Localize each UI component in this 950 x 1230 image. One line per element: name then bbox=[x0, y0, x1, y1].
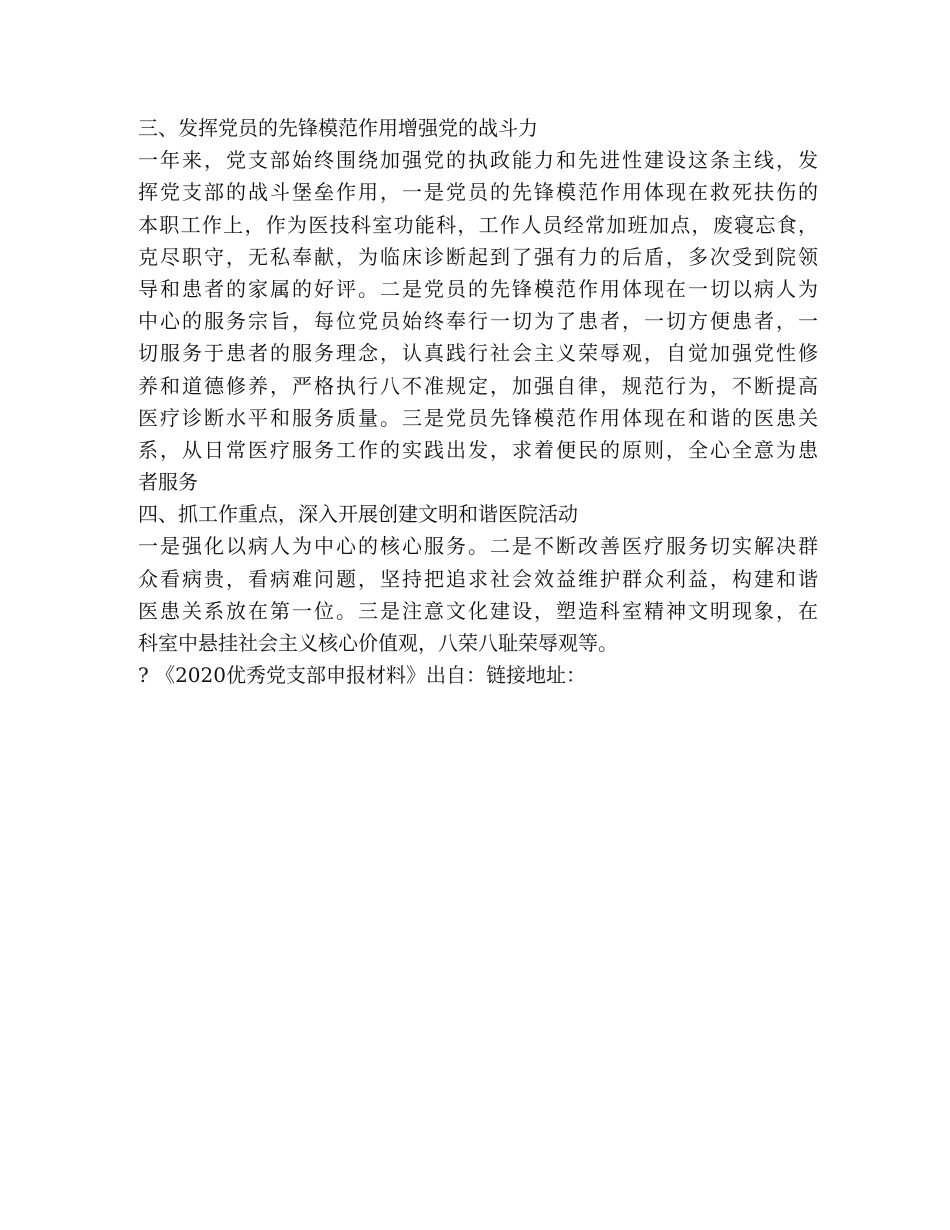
source-footer: ? 《2020优秀党支部申报材料》出自：链接地址： bbox=[138, 663, 586, 688]
section-heading: 四、抓工作重点，深入开展创建文明和谐医院活动 bbox=[138, 502, 578, 527]
paragraph-line: 一年来，党支部始终围绕加强党的执政能力和先进性建设这条主线，发 bbox=[138, 148, 818, 173]
document-body bbox=[138, 112, 818, 691]
paragraph-line: 中心的服务宗旨，每位党员始终奉行一切为了患者，一切方便患者，一 bbox=[138, 309, 818, 334]
section-heading: 三、发挥党员的先锋模范作用增强党的战斗力 bbox=[138, 116, 538, 140]
paragraph-line: 科室中悬挂社会主义核心价值观，八荣八耻荣辱观等。 bbox=[138, 631, 618, 655]
paragraph-line: 系，从日常医疗服务工作的实践出发，求着便民的原则，全心全意为患 bbox=[138, 437, 818, 462]
paragraph-line: 医疗诊断水平和服务质量。三是党员先锋模范作用体现在和谐的医患关 bbox=[138, 405, 818, 430]
paragraph-line: 挥党支部的战斗堡垒作用，一是党员的先锋模范作用体现在救死扶伤的 bbox=[138, 180, 818, 205]
paragraph-line: 切服务于患者的服务理念，认真践行社会主义荣辱观，自觉加强党性修 bbox=[138, 341, 818, 366]
paragraph-line: 本职工作上，作为医技科室功能科，工作人员经常加班加点，废寝忘食， bbox=[138, 212, 818, 237]
paragraph-line: 养和道德修养，严格执行八不准规定，加强自律，规范行为，不断提高 bbox=[138, 373, 818, 398]
paragraph-line: 克尽职守，无私奉献，为临床诊断起到了强有力的后盾，多次受到院领 bbox=[138, 244, 818, 269]
paragraph-line: 医患关系放在第一位。三是注意文化建设，塑造科室精神文明现象，在 bbox=[138, 598, 818, 623]
paragraph-line: 众看病贵，看病难问题，坚持把追求社会效益维护群众利益，构建和谐 bbox=[138, 566, 818, 591]
paragraph-line: 一是强化以病人为中心的核心服务。二是不断改善医疗服务切实解决群 bbox=[138, 534, 818, 559]
paragraph-line: 者服务 bbox=[138, 470, 198, 495]
paragraph-line: 导和患者的家属的好评。二是党员的先锋模范作用体现在一切以病人为 bbox=[138, 276, 818, 301]
